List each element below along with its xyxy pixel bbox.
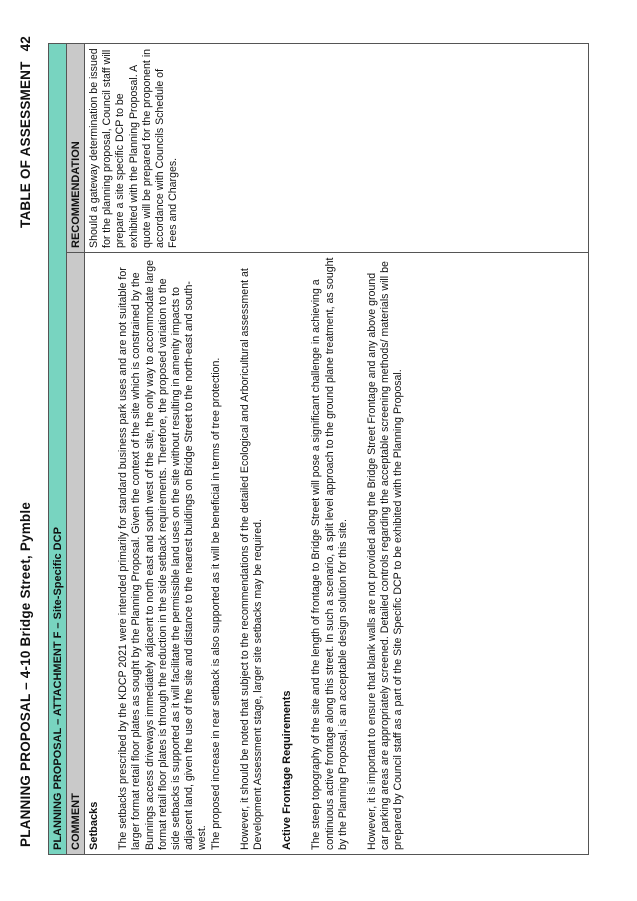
section-heading-setbacks: Setbacks [88, 801, 100, 850]
comment-header: COMMENT [67, 253, 85, 854]
section-heading-active-frontage: Active Frontage Requirements [281, 690, 294, 850]
setbacks-paragraph-3: However, it should be noted that subject to the recommendations of the detailed Ecological and Arboricultural assessment at Development Assessment stage, larger site setbacks may be required. [238, 268, 265, 850]
comment-cell [85, 253, 425, 854]
table-columns [67, 44, 588, 854]
section-title-text: TABLE OF ASSESSMENT [18, 61, 33, 228]
setbacks-paragraph-1: The setbacks prescribed by the KDCP 2021 were intended primarily for standard business park uses and are not suitable for larger format retail floor plates as sought by the Planning Proposal. Given the context of the site which is constrained by the Bunnings access driveways immediately adjacent to north east and south west of the site, the only way to accommodate large format retail floor plates is through the reduction in the side setback requirements. Therefore, the proposed variation to the side setbacks is supported as it will facilitate the permissible land uses on the site without resulting in amenity impacts to adjacent land, given the use of the site and distance to the nearest buildings on Bridge Street to the north-east and south-west. [117, 259, 209, 850]
recommendation-cell: Should a gateway determination be issued for the planning proposal, Council staff will prepare a site specific DCP to be exhibited with the Planning Proposal. A quote will be prepared for the proponent in accordance with Councils Schedule of Fees and Charges. [88, 48, 180, 248]
assessment-table [48, 43, 589, 855]
active-frontage-paragraph-2: However, it is important to ensure that blank walls are not provided along the Bridge Street Frontage and any above ground car parking areas are appropriately screened. Detailed controls regarding the acceptable screening methods/ materials will be prepared by Council staff as a part of the Site Specific DCP to be exhibited with the Planning Proposal. [366, 261, 405, 850]
table-title: PLANNING PROPOSAL – ATTACHMENT F – Site-Specific DCP [49, 44, 67, 854]
section-title [18, 36, 33, 228]
recommendation-column [67, 44, 588, 252]
active-frontage-paragraph-1: The steep topography of the site and the length of frontage to Bridge Street will pose a significant challenge in achieving a continuous active frontage along this street. In such a scenario, a split level approach to the ground plane treatment, as sought by the Planning Proposal, is an acceptable design solution for this site. [310, 257, 349, 850]
page-number: 42 [18, 36, 33, 52]
recommendation-header: RECOMMENDATION [67, 44, 85, 252]
setbacks-paragraph-2: The proposed increase in rear setback is also supported as it will be beneficial in terms of tree protection. [209, 357, 222, 850]
document-title: PLANNING PROPOSAL – 4-10 Bridge Street, Pymble [18, 501, 33, 847]
comment-column [67, 252, 588, 854]
